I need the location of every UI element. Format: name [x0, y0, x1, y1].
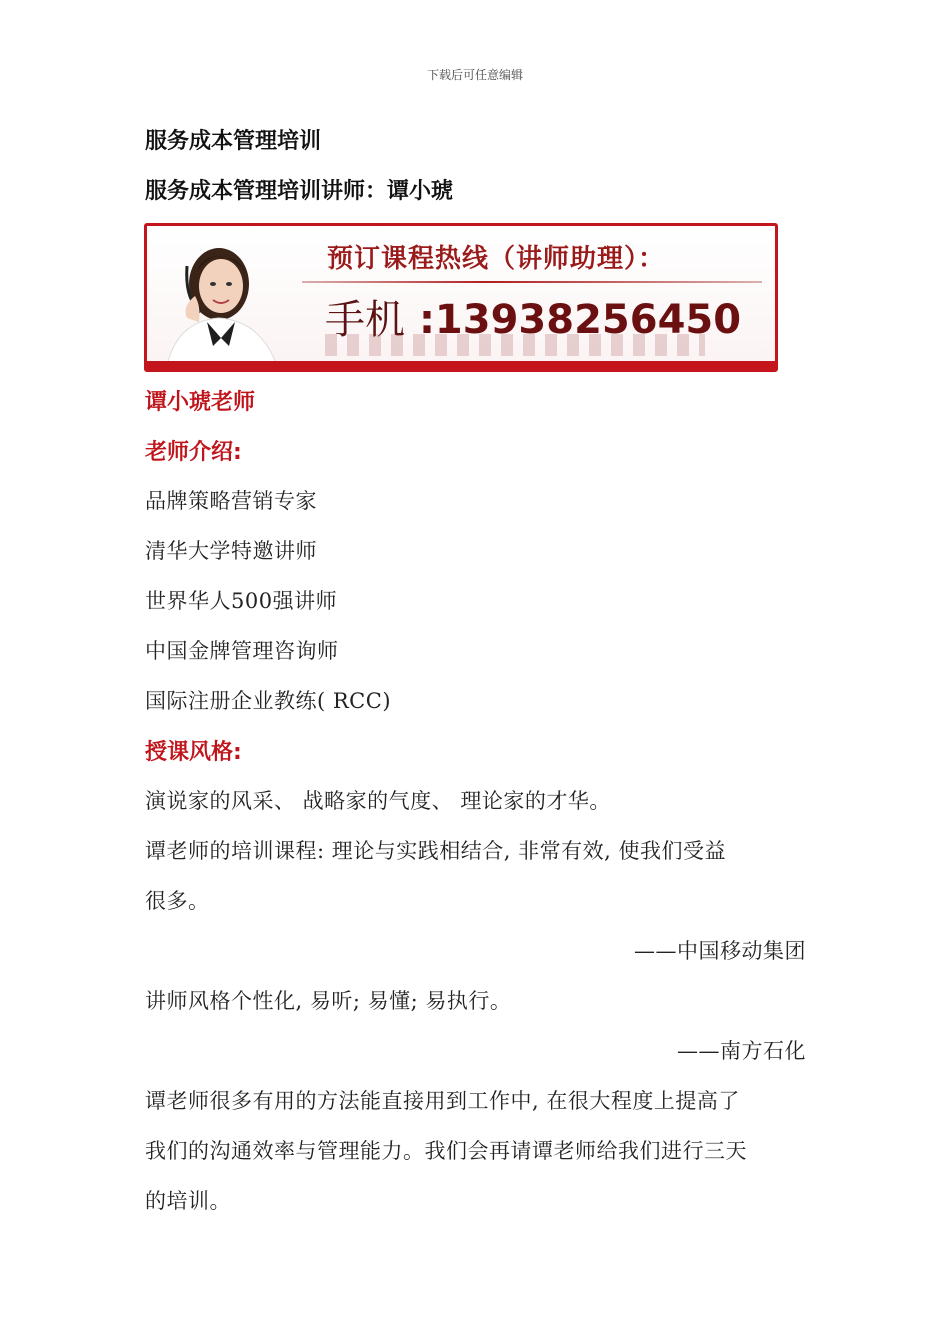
teacher-name: 谭小琥老师 [145, 390, 256, 415]
header-note: 下载后可任意编辑 [426, 68, 523, 82]
testimonial-line: 我们的沟通效率与管理能力。我们会再请谭老师给我们进行三天 [145, 1139, 747, 1163]
intro-item: 世界华人500强讲师 [145, 589, 338, 613]
phone-label: 手机 [325, 297, 405, 343]
intro-item: 清华大学特邀讲师 [145, 539, 317, 563]
testimonial-line: 的培训。 [145, 1189, 231, 1213]
testimonial-source: ——南方石化 [677, 1039, 806, 1063]
hotline-label: 预订课程热线（讲师助理）： [327, 244, 666, 274]
phone-reflection [325, 334, 705, 356]
intro-item: 品牌策略营销专家 [145, 489, 317, 513]
testimonial-line: 讲师风格个性化, 易听; 易懂; 易执行。 [145, 989, 512, 1013]
banner-divider [302, 281, 762, 283]
intro-item: 国际注册企业教练( RCC) [145, 689, 392, 713]
testimonial-line: 谭老师很多有用的方法能直接用到工作中, 在很大程度上提高了 [145, 1089, 740, 1113]
page-subtitle: 服务成本管理培训讲师：谭小琥 [145, 179, 454, 204]
style-heading: 授课风格: [145, 740, 242, 765]
testimonial-line: 谭老师的培训课程: 理论与实践相结合, 非常有效, 使我们受益 [145, 839, 726, 863]
hotline-banner [144, 223, 778, 372]
phone-digits: :13938256450 [418, 297, 742, 343]
style-text: 演说家的风采、 战略家的气度、 理论家的才华。 [145, 789, 611, 813]
customer-service-agent-icon [157, 226, 287, 366]
intro-item: 中国金牌管理咨询师 [145, 639, 339, 663]
page-title: 服务成本管理培训 [145, 129, 322, 154]
banner-bottom-bar [147, 361, 775, 369]
testimonial-line: 很多。 [145, 889, 210, 913]
intro-heading: 老师介绍: [145, 440, 242, 465]
testimonial-source: ——中国移动集团 [634, 939, 806, 963]
